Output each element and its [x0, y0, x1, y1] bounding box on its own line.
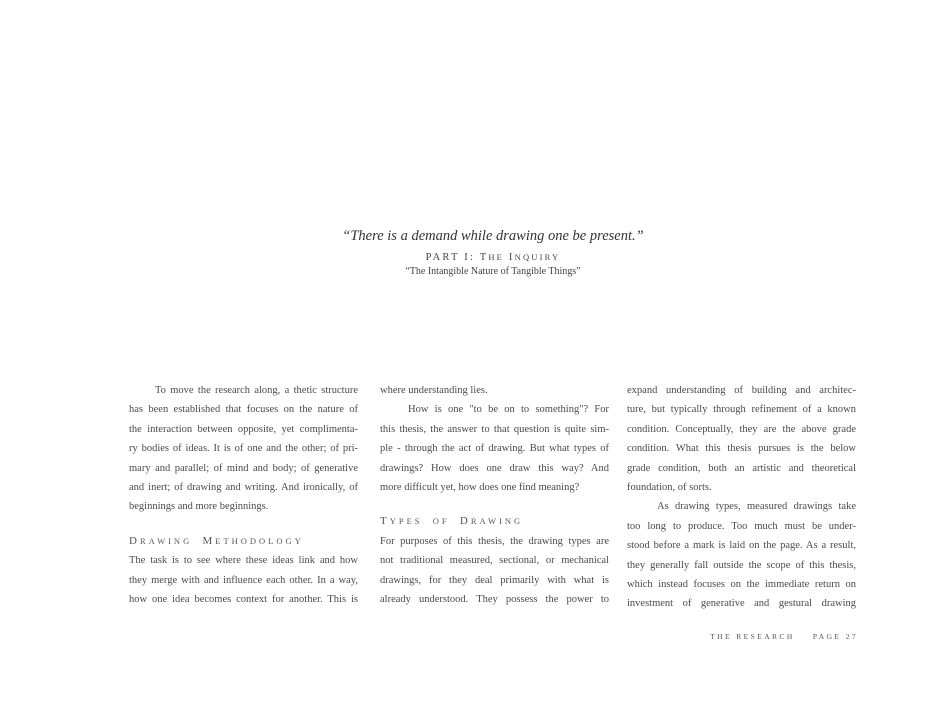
- text-line: As drawing types, measured drawings take: [657, 501, 856, 513]
- text-column-2: [380, 381, 609, 609]
- text-line: drawings? How does one draw this way? And: [380, 462, 609, 474]
- text-line: beginnings and more beginnings.: [129, 501, 269, 513]
- text-line: drawings, for they deal primarily with what is: [380, 574, 609, 586]
- part-label: PART I:: [425, 252, 476, 263]
- text-line: investment of generative and gestural drawing: [627, 598, 856, 610]
- text-line: how one idea becomes context for another. This is: [129, 593, 358, 605]
- text-line: stood before a mark is laid on the page. As a result,: [627, 540, 856, 552]
- text-line: foundation, of sorts.: [627, 481, 712, 493]
- text-line: too long to produce. Too much must be under-: [627, 520, 856, 532]
- text-line: and inert; of drawing and writing. And ironically, of: [129, 481, 358, 493]
- part-title-the: THE: [479, 252, 505, 263]
- section-heading-drawing-methodology: DRAWING METHODOLOGY: [129, 534, 304, 547]
- text-line: The task is to see where these ideas link and how: [129, 555, 358, 567]
- text-line: already understood. They possess the power to: [380, 593, 609, 605]
- part-title: [0, 252, 942, 263]
- epigraph-quote: “There is a demand while drawing one be present.”: [342, 228, 644, 244]
- text-line: How is one "to be on to something"? For: [408, 404, 609, 416]
- page-footer: [696, 632, 858, 641]
- text-line: has been established that focuses on the nature of: [129, 404, 358, 416]
- text-line: they merge with and influence each other. In a way,: [129, 574, 358, 586]
- text-line: condition. What this thesis pursues is the below: [627, 443, 856, 455]
- text-line: more difficult yet, how does one find meaning?: [380, 481, 580, 493]
- part-subtitle: “The Intangible Nature of Tangible Things”: [405, 266, 581, 277]
- text-line: grade condition, both an artistic and theoretical: [627, 462, 856, 474]
- text-column-1: [129, 381, 358, 609]
- text-line: To move the research along, a thetic structure: [155, 385, 358, 396]
- text-line: ple - through the act of drawing. But what types of: [380, 443, 609, 455]
- page-number: PAGE 27: [812, 632, 858, 641]
- text-line: which instead focuses on the immediate return on: [627, 578, 856, 590]
- text-line: they generally fall outside the scope of this thesis,: [627, 559, 856, 571]
- part-title-inquiry: INQUIRY: [508, 252, 561, 263]
- text-line: expand understanding of building and architec-: [627, 385, 856, 396]
- text-line: not traditional measured, sectional, or mechanical: [380, 555, 609, 567]
- text-line: this thesis, the answer to that question is quite sim-: [380, 423, 609, 435]
- text-line: where understanding lies.: [380, 385, 488, 396]
- text-line: For purposes of this thesis, the drawing types are: [380, 535, 609, 547]
- text-column-3: [627, 381, 856, 614]
- text-line: the interaction between opposite, yet complimenta-: [129, 423, 358, 435]
- text-line: ry bodies of ideas. It is of one and the other; of pri-: [129, 443, 358, 455]
- text-line: ture, but typically through refinement of a known: [627, 404, 856, 416]
- section-heading-types-of-drawing: TYPES OF DRAWING: [380, 515, 524, 528]
- text-line: condition. Conceptually, they are the above grade: [627, 423, 856, 435]
- footer-section-label: THE RESEARCH: [710, 632, 795, 641]
- text-line: mary and parallel; of mind and body; of generative: [129, 462, 358, 474]
